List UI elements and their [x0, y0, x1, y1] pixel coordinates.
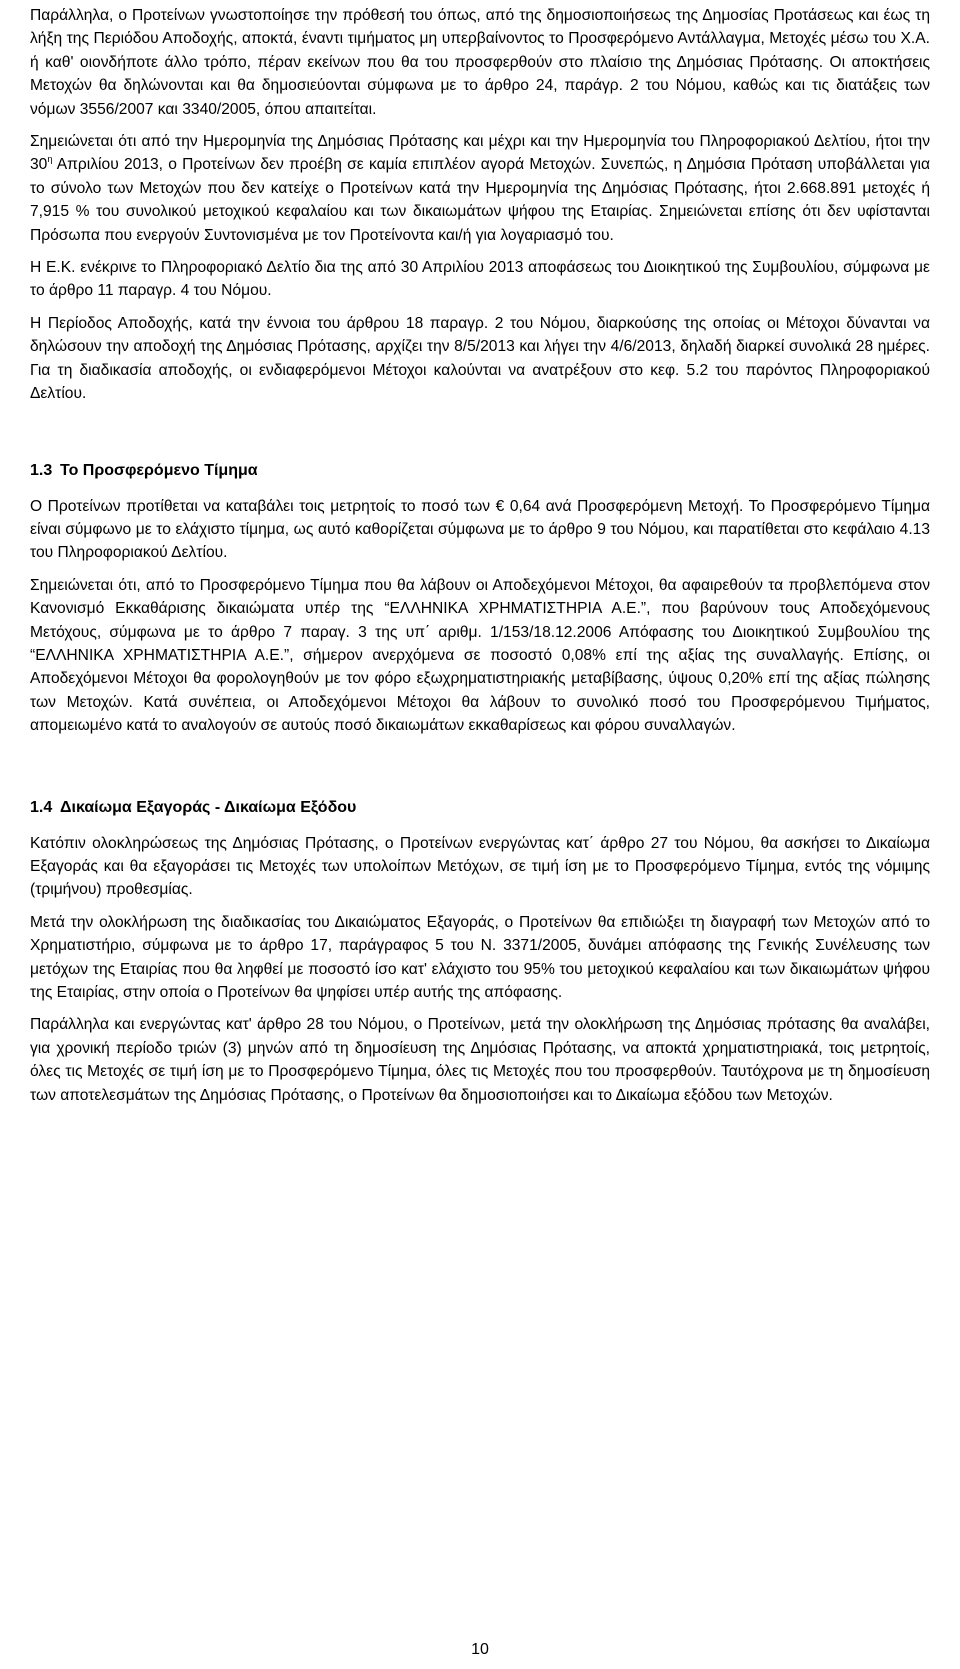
section-title: Το Προσφερόμενο Τίμημα [60, 461, 258, 479]
paragraph-no-additional-purchases [30, 130, 930, 247]
paragraph-offered-price: Ο Προτείνων προτίθεται να καταβάλει τοις μετρητοίς το ποσό των € 0,64 ανά Προσφερόμενη Μετοχή. Το Προσφερόμενο Τίμημα είναι σύμφωνο με το ελάχιστο τίμημα, ως αυτό καθορίζεται σύμφωνα με το άρθρο 9 του Νόμου, και παρατίθεται στο κεφάλαιο 4.13 του Πληροφοριακού Δελτίου. [30, 497, 930, 562]
paragraph-sell-out-right: Παράλληλα και ενεργώντας κατ' άρθρο 28 του Νόμου, ο Προτείνων, μετά την ολοκλήρωση της Δημόσιας πρότασης θα αναλάβει, για χρονική περίοδο τριών (3) μηνών από τη δημοσίευση της Δημόσιας Πρότασης, να αποκτά χρηματιστηριακά, τοις μετρητοίς, όλες τις Μετοχές σε τιμή ίση με το Προσφερόμενο Τίμημα, όλες τις Μετοχές που του προσφερθούν. Ταυτόχρονα με τη δημοσίευση των αποτελεσμάτων της Δημόσιας Πρότασης, ο Προτείνων θα δημοσιοποιήσει και το Δικαίωμα εξόδου των Μετοχών. [30, 1016, 930, 1104]
section-number: 1.4 [30, 798, 53, 816]
paragraph-deductions: Σημειώνεται ότι, από το Προσφερόμενο Τίμημα που θα λάβουν οι Αποδεχόμενοι Μέτοχοι, θα αφαιρεθούν τα προβλεπόμενα στον Κανονισμό Εκκαθάρισης δικαιώματα υπέρ της “ΕΛΛΗΝΙΚΑ ΧΡΗΜΑΤΙΣΤΗΡΙΑ Α.Ε.”, που βαρύνουν τους Αποδεχόμενους Μετόχους, σύμφωνα με το άρθρο 7 παραγ. 3 της υπ΄ αριθμ. 1/153/18.12.2006 Απόφασης του Διοικητικού Συμβουλίου της “ΕΛΛΗΝΙΚΑ ΧΡΗΜΑΤΙΣΤΗΡΙΑ Α.Ε.”, σήμερον ανερχόμενα σε ποσοστό 0,08% επί της αξίας της συναλλαγής. Επίσης, οι Αποδεχόμενοι Μέτοχοι θα φορολογηθούν με τον φόρο εξωχρηματιστηριακής μεταβίβασης, ύψους 0,20% επί της αξίας πώλησης των Μετοχών. Κατά συνέπεια, οι Αποδεχόμενοι Μέτοχοι θα λάβουν το συνολικό ποσό του Προσφερόμενου Τιμήματος, απομειωμένο κατά το αναλογούν σε αυτούς ποσό δικαιωμάτων εκκαθαρίσεως και φόρου συναλλαγών. [30, 576, 930, 735]
superscript: η [47, 154, 53, 165]
paragraph-ek-approval: Η Ε.Κ. ενέκρινε το Πληροφοριακό Δελτίο δια της από 30 Απριλίου 2013 αποφάσεως του Διοικητικού της Συμβουλίου, σύμφωνα με το άρθρο 11 παραγρ. 4 του Νόμου. [30, 259, 930, 300]
paragraph-parallel-acquisitions: Παράλληλα, ο Προτείνων γνωστοποίησε την πρόθεσή του όπως, από της δημοσιοποιήσεως της Δημοσίας Προτάσεως και έως τη λήξη της Περιόδου Αποδοχής, αποκτά, έναντι τιμήματος μη υπερβαίνοντος το Προσφερόμενο Αντάλλαγμα, Μετοχές μέσω του Χ.Α. ή καθ' οιονδήποτε άλλο τρόπο, πέραν εκείνων που θα του προσφερθούν στο πλαίσιο της Δημόσιας Πρότασης. Οι αποκτήσεις Μετοχών θα δηλώνονται και θα δημοσιεύονται σύμφωνα με το άρθρο 24, παράγρ. 2 του Νόμου, καθώς και τις διατάξεις των νόμων 3556/2007 και 3340/2005, όπου απαιτείται. [30, 7, 930, 118]
paragraph-squeeze-out-right: Κατόπιν ολοκληρώσεως της Δημόσιας Πρότασης, ο Προτείνων ενεργώντας κατ΄ άρθρο 27 του Νόμου, θα ασκήσει το Δικαίωμα Εξαγοράς και θα εξαγοράσει τις Μετοχές των υπολοίπων Μετόχων, σε τιμή ίση με το Προσφερόμενο Τίμημα, εντός της νόμιμης (τριμήνου) προθεσμίας. [30, 834, 930, 899]
paragraph-text-part: Σημειώνεται ότι από την Ημερομηνία της Δημόσιας Πρότασης και μέχρι και την Ημερομηνία του Πληροφοριακού Δελτίου, ήτοι την 30 [30, 133, 930, 174]
paragraph-acceptance-period: Η Περίοδος Αποδοχής, κατά την έννοια του άρθρου 18 παραγρ. 2 του Νόμου, διαρκούσης της οποίας οι Μέτοχοι δύνανται να δηλώσουν την αποδοχή της Δημόσιας Πρότασης, αρχίζει την 8/5/2013 και λήγει την 4/6/2013, δηλαδή διαρκεί συνολικά 28 ημέρες. Για τη διαδικασία αποδοχής, οι ενδιαφερόμενοι Μέτοχοι καλούνται να ανατρέξουν στο κεφ. 5.2 του παρόντος Πληροφοριακού Δελτίου. [30, 314, 930, 403]
section-heading-offered-price [30, 459, 930, 482]
paragraph-text-part: Απριλίου 2013, ο Προτείνων δεν προέβη σε καμία επιπλέον αγορά Μετοχών. Συνεπώς, η Δημόσια Πρόταση υποβάλλεται για το σύνολο των Μετοχών που δεν κατείχε ο Προτείνων κατά την Ημερομηνία της Δημόσιας Πρότασης, ήτοι 2.668.891 μετοχές ή 7,915 % του συνολικού μετοχικού κεφαλαίου και των δικαιωμάτων ψήφου της Εταιρίας. Σημειώνεται επίσης ότι δεν υφίστανται Πρόσωπα που ενεργούν Συντονισμένα με τον Προτείνοντα και/ή για λογαριασμό του. [30, 156, 930, 244]
paragraph-delisting: Μετά την ολοκλήρωση της διαδικασίας του Δικαιώματος Εξαγοράς, ο Προτείνων θα επιδιώξει τη διαγραφή των Μετοχών από το Χρηματιστήριο, σύμφωνα με το άρθρο 17, παράγραφος 5 του Ν. 3371/2005, δυνάμει απόφασης της Γενικής Συνέλευσης των μετόχων της Εταιρίας που θα ληφθεί με ποσοστό ίσο κατ' ελάχιστο του 95% του μετοχικού κεφαλαίου και των δικαιωμάτων ψήφου της Εταιρίας, στην οποία ο Προτείνων θα ψηφίσει υπέρ αυτής της απόφασης. [30, 913, 930, 1001]
section-number: 1.3 [30, 461, 53, 479]
document-page [30, 0, 930, 1107]
section-heading-squeeze-out [30, 796, 930, 819]
page-number: 10 [471, 1641, 489, 1658]
section-title: Δικαίωμα Εξαγοράς - Δικαίωμα Εξόδου [60, 798, 357, 816]
